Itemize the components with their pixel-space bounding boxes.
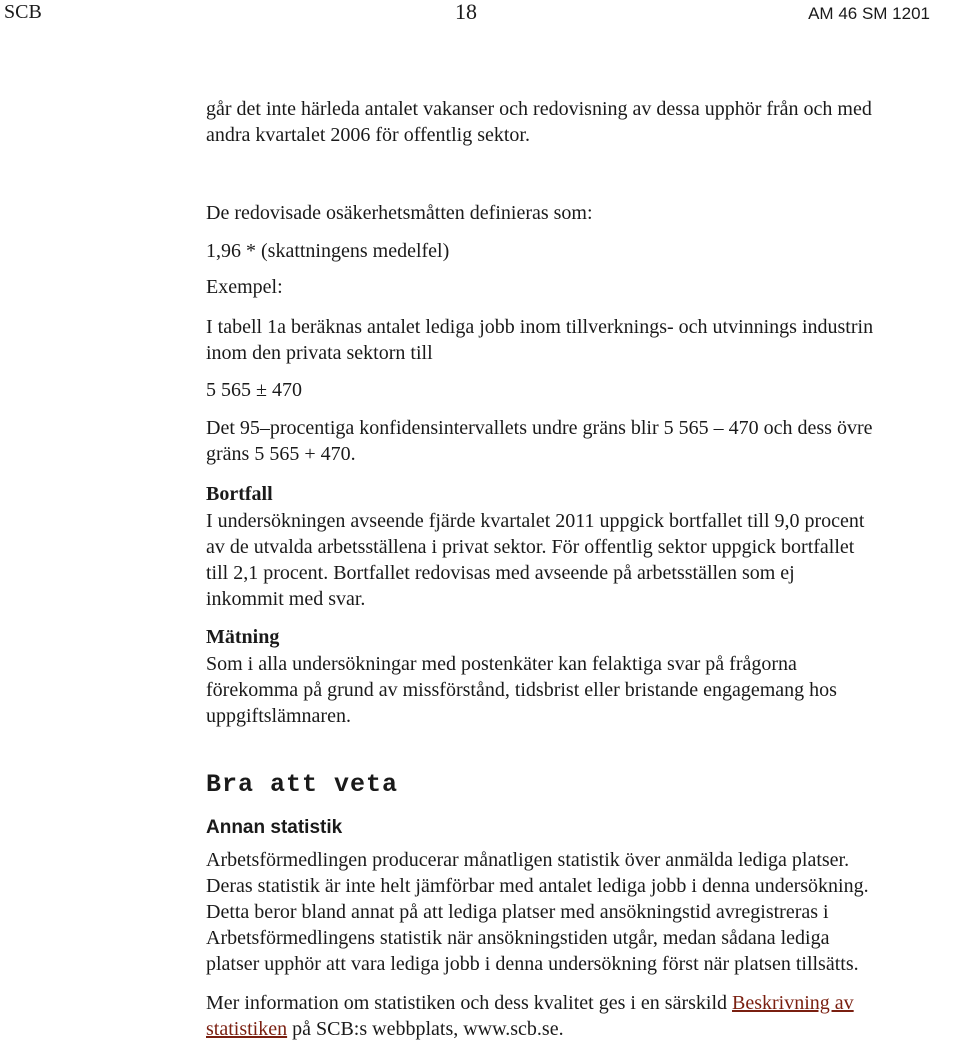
example-label: Exempel: <box>206 276 283 298</box>
paragraph-line: Det 95–procentiga konfidensintervallets undre gräns blir 5 565 – 470 och dess övre <box>206 417 873 439</box>
description-link[interactable]: Beskrivning av <box>732 992 854 1014</box>
paragraph-line <box>206 990 960 1016</box>
page-number: 18 <box>455 0 477 24</box>
definition-intro: De redovisade osäkerhetsmåtten definieras som: <box>206 202 593 224</box>
paragraph-line: inom den privata sektorn till <box>206 342 433 364</box>
header-left: SCB <box>4 1 42 23</box>
document-code: AM 46 SM 1201 <box>808 4 930 23</box>
paragraph-line: uppgiftslämnaren. <box>206 705 351 727</box>
paragraph-line: Som i alla undersökningar med postenkäter kan felaktiga svar på frågorna <box>206 653 797 675</box>
section-heading: Bra att veta <box>206 770 399 799</box>
paragraph-line: till 2,1 procent. Bortfallet redovisas med avseende på arbetsställen som ej <box>206 562 795 584</box>
paragraph-line: platser upphör att vara lediga jobb i denna undersökning först när platsen tillsätts. <box>206 953 859 975</box>
paragraph-line: förekomma på grund av missförstånd, tidsbrist eller bristande engagemang hos <box>206 679 837 701</box>
estimate-value: 5 565 ± 470 <box>206 379 302 401</box>
paragraph-line: andra kvartalet 2006 för offentlig sektor. <box>206 124 530 146</box>
formula: 1,96 * (skattningens medelfel) <box>206 240 450 262</box>
matning-heading: Mätning <box>206 626 280 648</box>
more-info-text: Mer information om statistiken och dess kvalitet ges i en särskild <box>206 992 733 1014</box>
paragraph-line: av de utvalda arbetsställena i privat sektor. För offentlig sektor uppgick bortfallet <box>206 536 855 558</box>
description-link-continued[interactable]: statistiken <box>206 1018 288 1040</box>
paragraph-line: Arbetsförmedlingen producerar månatligen statistik över anmälda lediga platser. <box>206 849 850 871</box>
paragraph-line: går det inte härleda antalet vakanser och redovisning av dessa upphör från och med <box>206 98 872 120</box>
paragraph-line: Arbetsförmedlingens statistik när ansökningstiden utgår, medan sådana lediga <box>206 927 830 949</box>
paragraph-line: inkommit med svar. <box>206 588 366 610</box>
more-info-text-end: på SCB:s webbplats, www.scb.se. <box>287 1018 564 1040</box>
bortfall-heading: Bortfall <box>206 483 273 505</box>
paragraph-line: gräns 5 565 + 470. <box>206 443 356 465</box>
subsection-heading: Annan statistik <box>206 817 343 838</box>
paragraph-line: I tabell 1a beräknas antalet lediga jobb inom tillverknings- och utvinnings industrin <box>206 316 874 338</box>
paragraph-line: Deras statistik är inte helt jämförbar med antalet lediga jobb i denna undersökning. <box>206 875 869 897</box>
paragraph-line: I undersökningen avseende fjärde kvartalet 2011 uppgick bortfallet till 9,0 procent <box>206 510 865 532</box>
paragraph-line <box>206 1016 960 1042</box>
paragraph-line: Detta beror bland annat på att lediga platser med ansökningstid avregistreras i <box>206 901 829 923</box>
